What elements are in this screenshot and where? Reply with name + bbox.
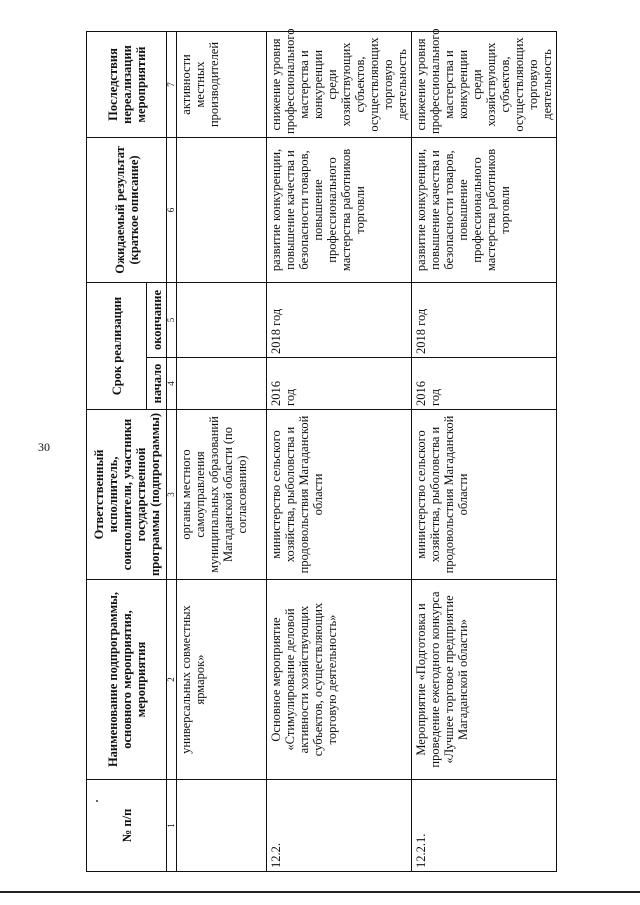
column-index: 3 [167, 410, 177, 580]
header-term: Срок реализации [87, 282, 147, 409]
page-number: 30 [38, 440, 50, 454]
table-row [267, 31, 412, 871]
row-responsible: органы местного самоуправления муниципальных образований Магаданской области (по согласованию) [177, 410, 267, 580]
program-activities-table [86, 28, 557, 872]
column-index: 1 [167, 780, 177, 872]
header-start: начало [147, 358, 167, 410]
row-num: 12.2. [267, 780, 412, 872]
row-end: 2018 год [412, 282, 557, 357]
table-header-row [87, 31, 147, 871]
column-index-row [167, 31, 177, 871]
header-responsible: Ответственный исполнитель, соисполнители, участники государственной программы (подпрограммы) [87, 410, 167, 580]
row-end [177, 282, 267, 357]
rotated-table-wrapper [86, 28, 554, 872]
header-consequence: Последствия нереализации мероприятий [87, 31, 167, 137]
column-index: 6 [167, 137, 177, 282]
row-num [177, 780, 267, 872]
row-responsible: министерство сельского хозяйства, рыболовства и продовольствия Магаданской области [267, 410, 412, 580]
row-consequence: снижение уровня профессионального мастерства и конкуренции среди хозяйствующих субъектов, осуществляющих торговую деятельность [412, 31, 557, 137]
column-index: 2 [167, 580, 177, 780]
page-bottom-edge [0, 891, 640, 893]
table-row [177, 31, 267, 871]
column-index: 7 [167, 31, 177, 137]
row-name: Мероприятие «Подготовка и проведение ежегодного конкурса «Лучшее торговое предприятие Магаданской области» [412, 580, 557, 780]
column-index: 5 [167, 282, 177, 357]
header-result: Ожидаемый результат (краткое описание) [87, 137, 167, 282]
row-result [177, 137, 267, 282]
row-start: 2016 год [412, 358, 557, 410]
header-name: Наименование подпрограммы, основного мероприятия, мероприятия [87, 580, 167, 780]
row-result: развитие конкуренции, повышение качества и безопасности товаров, повышение профессионального мастерства работников торговли [412, 137, 557, 282]
column-index: 4 [167, 358, 177, 410]
row-consequence: снижение уровня профессионального мастерства и конкуренции среди хозяйствующих субъектов, осуществляющих торговую деятельность [267, 31, 412, 137]
row-result: развитие конкуренции, повышение качества и безопасности товаров, повышение профессионального мастерства работников торговли [267, 137, 412, 282]
row-name: универсальных совместных ярмарок» [177, 580, 267, 780]
row-consequence: активности местных производителей [177, 31, 267, 137]
row-num: 12.2.1. [412, 780, 557, 872]
table-row [412, 31, 557, 871]
row-start [177, 358, 267, 410]
row-name: Основное мероприятие «Стимулирование деловой активности хозяйствующих субъектов, осуществляющих торговую деятельность» [267, 580, 412, 780]
row-responsible: министерство сельского хозяйства, рыболовства и продовольствия Магаданской области [412, 410, 557, 580]
row-start: 2016 год [267, 358, 412, 410]
row-end: 2018 год [267, 282, 412, 357]
header-end: окончание [147, 282, 167, 357]
scan-artifact [96, 800, 98, 802]
header-num: № п/п [87, 780, 167, 872]
